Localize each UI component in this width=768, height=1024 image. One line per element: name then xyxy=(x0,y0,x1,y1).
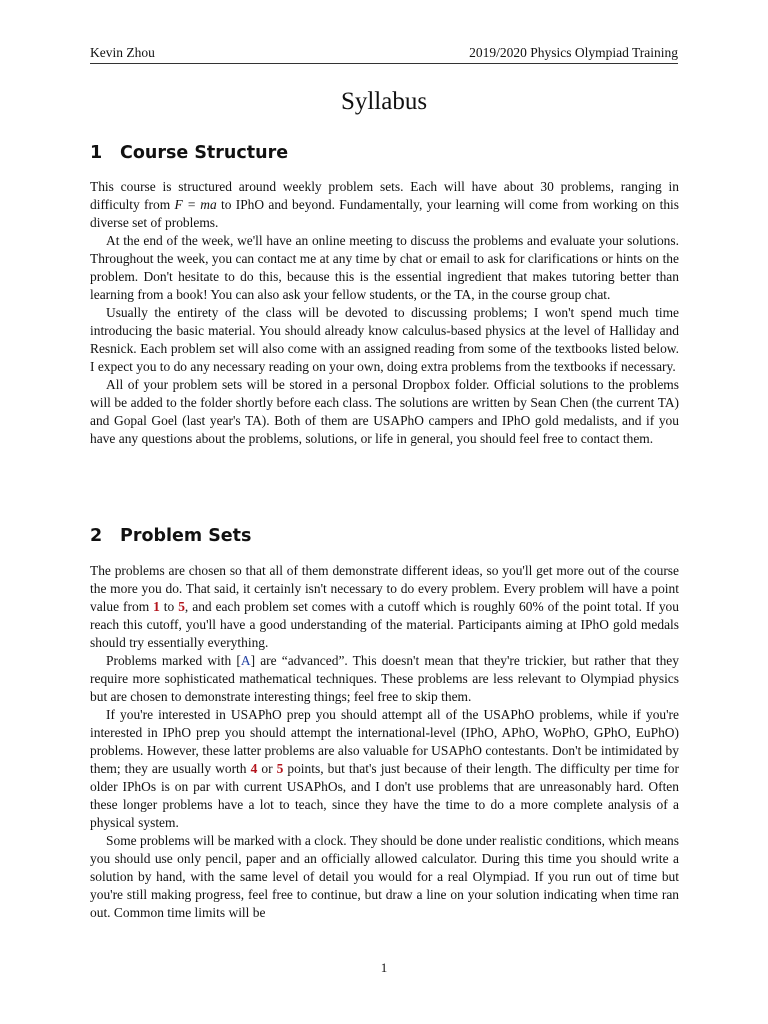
running-header xyxy=(90,43,678,64)
text-run: This course is structured around weekly problem sets. Each will have about 30 problems, ranging in difficulty from xyxy=(90,179,679,212)
text-run: are “advanced”. This doesn't mean that they're trickier, but rather that they require more sophisticated mathematical techniques. These problems are less relevant to Olympiad physics but are chosen to demonstrate interesting things; feel free to skip them. xyxy=(90,653,679,704)
page-title: Syllabus xyxy=(340,88,428,115)
paragraph xyxy=(90,652,679,706)
text-run: Problems marked with xyxy=(106,653,237,668)
paragraph: At the end of the week, we'll have an online meeting to discuss the problems and evaluate your solutions. Throughout the week, you can contact me at any time by chat or email to ask for clarifications or hints on the problem. Don't hesitate to do this, because this is the essential ingredient that makes tutoring better than learning from a book! You can also ask your fellow students, or the TA, in the course group chat. xyxy=(90,233,679,302)
section-body-problem-sets xyxy=(90,562,679,922)
paragraph xyxy=(90,178,679,232)
text-run: The problems are chosen so that all of them demonstrate different ideas, so you'll get more out of the course the more you do. That said, it certainly isn't necessary to do every problem. Every problem will have a point value from xyxy=(90,563,679,614)
advanced-tag-letter: A xyxy=(240,653,251,668)
paragraph xyxy=(90,562,679,652)
paragraph: All of your problem sets will be stored in a personal Dropbox folder. Official solutions to the problems will be added to the folder shortly before each class. The solutions are written by Sean Chen (the current TA) and Gopal Goel (last year's TA). Both of them are USAPhO campers and IPhO gold medalists, and if you have any questions about the problems, solutions, or life in general, you should feel free to contact them. xyxy=(90,377,679,446)
point-value-link[interactable]: 4 xyxy=(250,761,258,776)
bracket: [ xyxy=(236,653,241,668)
section-title: Problem Sets xyxy=(120,526,252,546)
paragraph xyxy=(90,706,679,832)
section-heading-problem-sets xyxy=(90,526,251,546)
section-title: Course Structure xyxy=(120,143,289,163)
point-value-link[interactable]: 1 xyxy=(153,599,160,614)
text-run: If you're interested in USAPhO prep you should attempt all of the USAPhO problems, while if you're interested in IPhO prep you should attempt the international-level (IPhO, APhO, WoPhO, GPhO, EuPhO) problems. However, these latter problems are also valuable for USAPhO contestants. Don't be intimidated by them; they are usually worth xyxy=(90,707,679,776)
text-run: , and each problem set comes with a cutoff which is roughly 60% of the point total. If you reach this cutoff, you'll have a good understanding of the material. Participants aiming at IPhO gold medals should try essentially everything. xyxy=(90,599,679,650)
text-run: or xyxy=(257,761,277,776)
inline-math: F = ma xyxy=(174,197,217,212)
page-number: 1 xyxy=(380,960,388,975)
section-number: 1 xyxy=(90,143,103,163)
point-value-link[interactable]: 5 xyxy=(178,599,185,614)
header-author: Kevin Zhou xyxy=(90,45,155,60)
section-heading-course-structure xyxy=(90,143,288,163)
advanced-tag-link[interactable] xyxy=(236,653,255,668)
paragraph: Some problems will be marked with a clock. They should be done under realistic conditions, which means you should use only pencil, paper and an officially allowed calculator. During this time you should write a solution by hand, with the same level of detail you would for a real Olympiad. If you run out of time but you're still making progress, feel free to continue, but draw a line on your solution indicating when time ran out. Common time limits will be xyxy=(90,833,679,920)
section-body-course-structure xyxy=(90,178,679,448)
section-number: 2 xyxy=(90,526,103,546)
paragraph: Usually the entirety of the class will be devoted to discussing problems; I won't spend much time introducing the basic material. You should already know calculus-based physics at the level of Halliday and Resnick. Each problem set will also come with an assigned reading from some of the textbooks listed below. I expect you to do any necessary reading on your own, doing extra problems from the textbooks if necessary. xyxy=(90,305,679,374)
text-run: to IPhO and beyond. Fundamentally, your learning will come from working on this diverse set of problems. xyxy=(90,197,679,230)
point-value-link[interactable]: 5 xyxy=(276,761,284,776)
header-course: 2019/2020 Physics Olympiad Training xyxy=(469,45,678,60)
bracket: ] xyxy=(250,653,256,668)
text-run: to xyxy=(159,599,179,614)
text-run: points, but that's just because of their length. The difficulty per time for older IPhOs is on par with current USAPhOs, and I don't use problems that are unreasonably hard. Often these longer problems have a lot to teach, since they have the time to do a more complete analysis of a physical system. xyxy=(90,761,679,830)
